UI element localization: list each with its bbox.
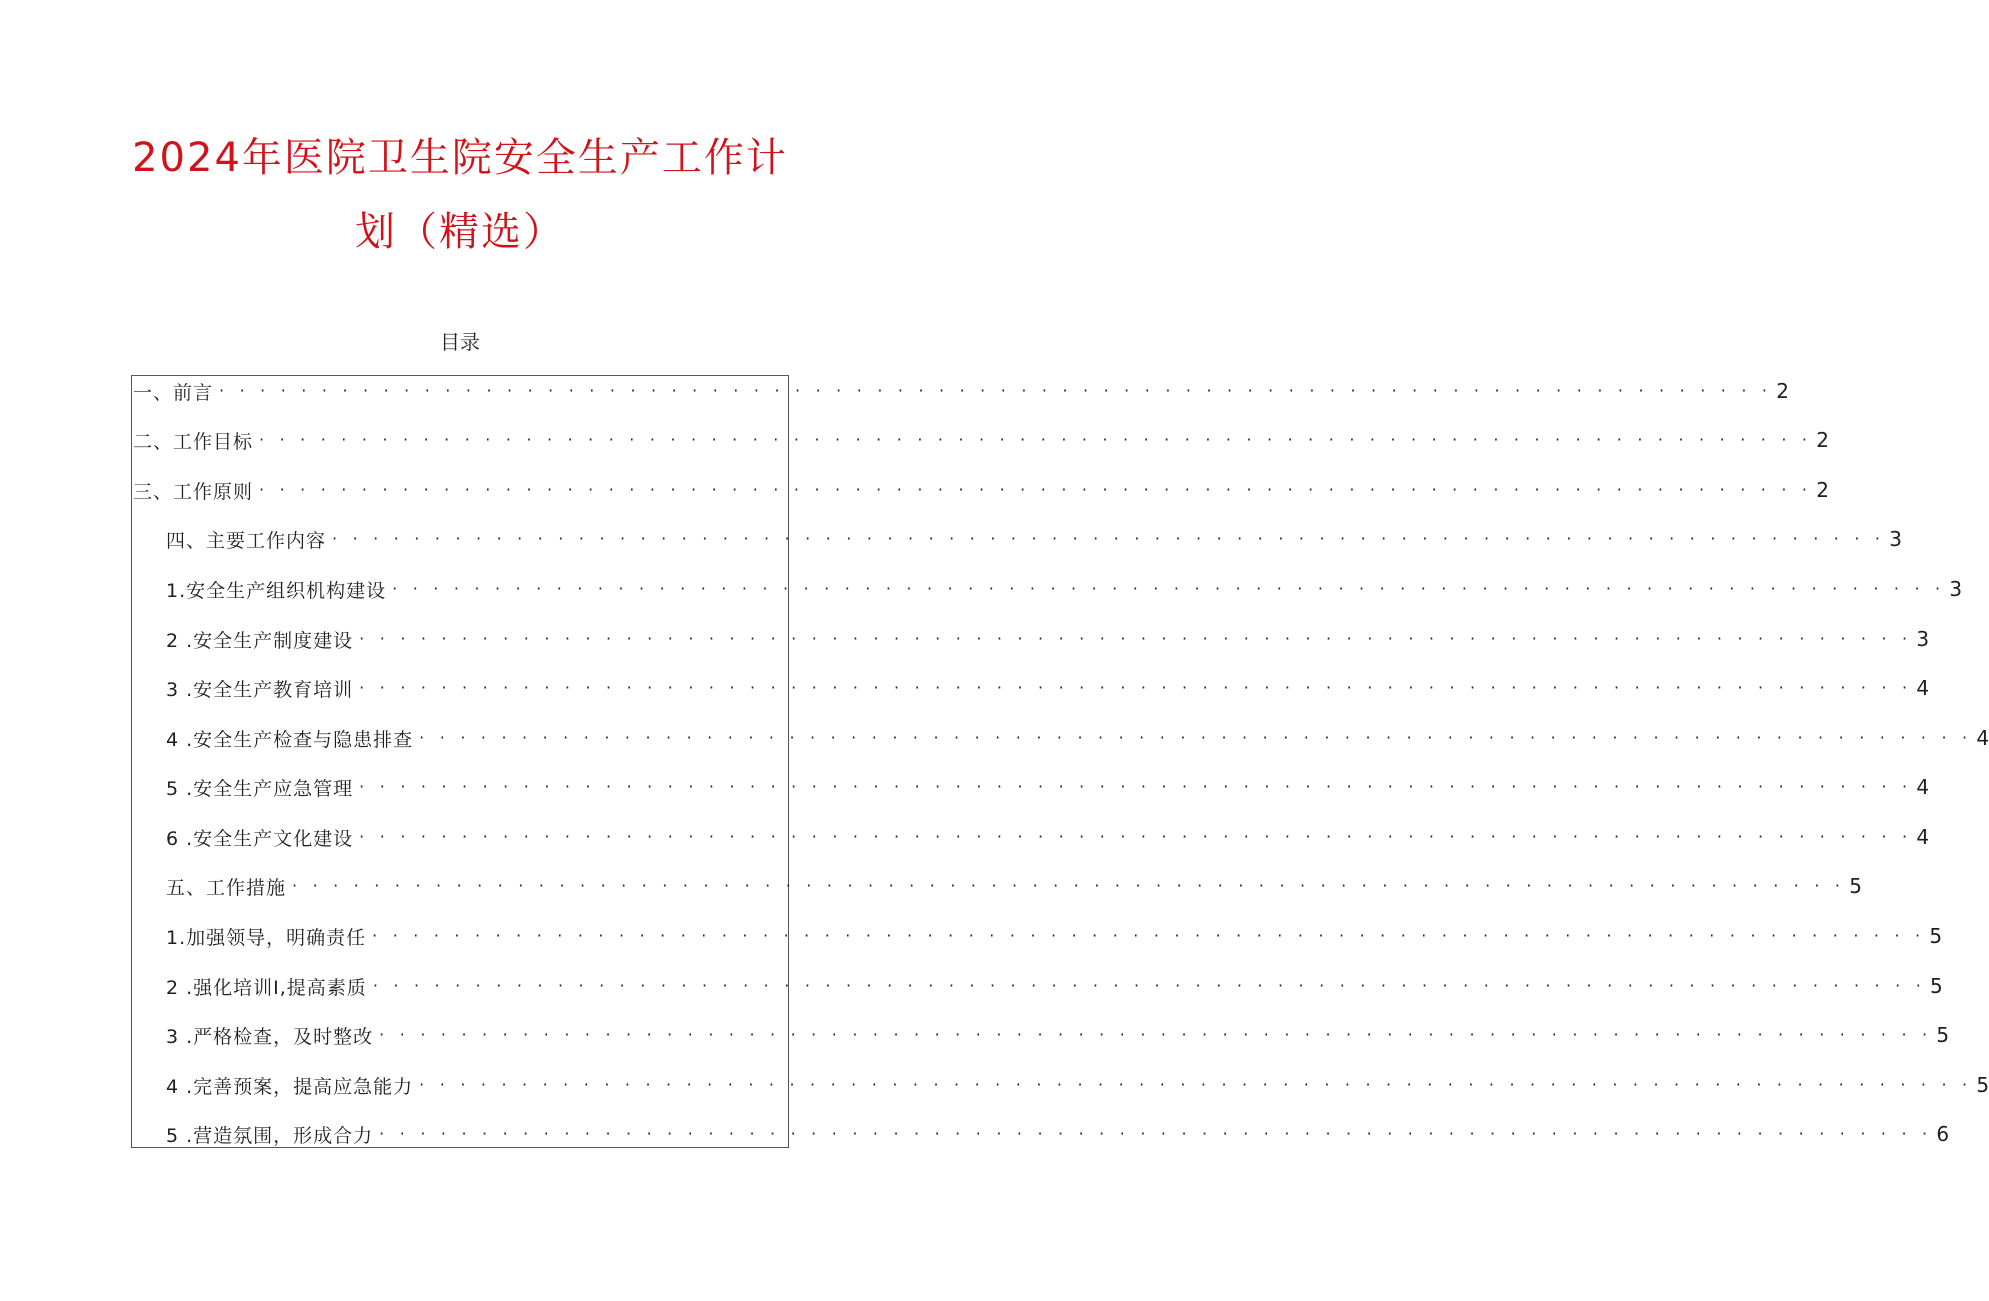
toc-entry-page: 5 bbox=[1936, 1023, 1950, 1047]
toc-leader-dots: · · · · · · · · · · · · · · · · · · · · · · · · · · · · · · · · · · · · · · · · · · · · · · · · · · · · · · · · · · · · · · · · · · · · · · · · · · · · bbox=[379, 1025, 1933, 1044]
toc-entry-page: 4 bbox=[1916, 825, 1930, 849]
toc-leader-dots: · · · · · · · · · · · · · · · · · · · · · · · · · · · · · · · · · · · · · · · · · · · · · · · · · · · · · · · · · · · · · · · · · · · · · · · · · · · · bbox=[219, 381, 1773, 400]
toc-leader-dots: · · · · · · · · · · · · · · · · · · · · · · · · · · · · · · · · · · · · · · · · · · · · · · · · · · · · · · · · · · · · · · · · · · · · · · · · · · · · bbox=[392, 579, 1946, 598]
toc-entry-label: 四、主要工作内容 bbox=[166, 529, 327, 552]
toc-entry-page: 4 bbox=[1916, 676, 1930, 700]
toc-entry-label: 3 .安全生产教育培训 bbox=[166, 678, 354, 701]
toc-entry-label: 三、工作原则 bbox=[133, 480, 254, 503]
toc-entry-page: 5 bbox=[1930, 974, 1943, 998]
toc-entry-label: 1.加强领导，明确责任 bbox=[166, 926, 367, 949]
document-title-line-1: 2024年医院卫生院安全生产工作计 bbox=[132, 135, 788, 181]
toc-entry[interactable] bbox=[166, 1020, 1950, 1050]
toc-heading: 目录 bbox=[440, 330, 480, 354]
toc-entry-page: 3 bbox=[1889, 527, 1902, 551]
toc-entry-page: 3 bbox=[1916, 627, 1930, 651]
toc-entry-label: 6 .安全生产文化建设 bbox=[166, 827, 354, 850]
toc-entry-page: 5 bbox=[1929, 924, 1943, 948]
toc-leader-dots: · · · · · · · · · · · · · · · · · · · · · · · · · · · · · · · · · · · · · · · · · · · · · · · · · · · · · · · · · · · · · · · · · · · · · · · · · · · · bbox=[259, 480, 1813, 499]
toc-entry-page: 2 bbox=[1816, 478, 1829, 502]
toc-leader-dots: · · · · · · · · · · · · · · · · · · · · · · · · · · · · · · · · · · · · · · · · · · · · · · · · · · · · · · · · · · · · · · · · · · · · · · · · · · · · bbox=[359, 827, 1913, 846]
toc-entry[interactable] bbox=[166, 921, 1943, 951]
toc-entry[interactable] bbox=[166, 871, 1862, 901]
toc-entry-label: 2 .强化培训I,提高素质 bbox=[166, 976, 367, 999]
toc-entry-page: 5 bbox=[1849, 874, 1862, 898]
toc-leader-dots: · · · · · · · · · · · · · · · · · · · · · · · · · · · · · · · · · · · · · · · · · · · · · · · · · · · · · · · · · · · · · · · · · · · · · · · · · · · · bbox=[292, 876, 1846, 895]
toc-leader-dots: · · · · · · · · · · · · · · · · · · · · · · · · · · · · · · · · · · · · · · · · · · · · · · · · · · · · · · · · · · · · · · · · · · · · · · · · · · · · bbox=[359, 777, 1913, 796]
toc-leader-dots: · · · · · · · · · · · · · · · · · · · · · · · · · · · · · · · · · · · · · · · · · · · · · · · · · · · · · · · · · · · · · · · · · · · · · · · · · · · · bbox=[379, 1124, 1933, 1143]
toc-leader-dots: · · · · · · · · · · · · · · · · · · · · · · · · · · · · · · · · · · · · · · · · · · · · · · · · · · · · · · · · · · · · · · · · · · · · · · · · · · · · bbox=[419, 1075, 1973, 1094]
toc-entry-label: 一、前言 bbox=[133, 381, 214, 404]
toc-entry-page: 2 bbox=[1816, 428, 1829, 452]
toc-entry-label: 4 .安全生产检查与隐患排查 bbox=[166, 728, 414, 751]
toc-entry-label: 五、工作措施 bbox=[166, 876, 287, 899]
toc-entry[interactable] bbox=[166, 971, 1943, 1001]
toc-entry-page: 6 bbox=[1936, 1122, 1950, 1146]
toc-entry-label: 1.安全生产组织机构建设 bbox=[166, 579, 387, 602]
toc-entry[interactable] bbox=[133, 475, 1829, 505]
toc-entry[interactable] bbox=[133, 425, 1829, 455]
toc-entry-label: 4 .完善预案，提高应急能力 bbox=[166, 1075, 414, 1098]
toc-entry[interactable] bbox=[133, 376, 1789, 406]
toc-leader-dots: · · · · · · · · · · · · · · · · · · · · · · · · · · · · · · · · · · · · · · · · · · · · · · · · · · · · · · · · · · · · · · · · · · · · · · · · · · · · bbox=[372, 976, 1926, 995]
toc-entry[interactable] bbox=[166, 1070, 1989, 1100]
toc-entry[interactable] bbox=[166, 673, 1930, 703]
toc-entry[interactable] bbox=[166, 524, 1902, 554]
toc-entry[interactable] bbox=[166, 772, 1930, 802]
toc-entry-label: 二、工作目标 bbox=[133, 430, 254, 453]
toc-entry-page: 4 bbox=[1916, 775, 1930, 799]
toc-leader-dots: · · · · · · · · · · · · · · · · · · · · · · · · · · · · · · · · · · · · · · · · · · · · · · · · · · · · · · · · · · · · · · · · · · · · · · · · · · · · bbox=[359, 678, 1913, 697]
toc-entry-page: 3 bbox=[1949, 577, 1963, 601]
toc-entry[interactable] bbox=[166, 822, 1930, 852]
toc-entry[interactable] bbox=[166, 574, 1963, 604]
toc-entry-page: 4 bbox=[1976, 726, 1989, 750]
toc-entry[interactable] bbox=[166, 723, 1989, 753]
toc-entry-label: 2 .安全生产制度建设 bbox=[166, 629, 354, 652]
toc-leader-dots: · · · · · · · · · · · · · · · · · · · · · · · · · · · · · · · · · · · · · · · · · · · · · · · · · · · · · · · · · · · · · · · · · · · · · · · · · · · · bbox=[359, 629, 1913, 648]
toc-leader-dots: · · · · · · · · · · · · · · · · · · · · · · · · · · · · · · · · · · · · · · · · · · · · · · · · · · · · · · · · · · · · · · · · · · · · · · · · · · · · bbox=[259, 430, 1813, 449]
toc-entry-label: 5 .营造氛围，形成合力 bbox=[166, 1124, 374, 1147]
toc-entry[interactable] bbox=[166, 624, 1930, 654]
document-title-line-2: 划（精选） bbox=[355, 209, 565, 255]
toc-entry-label: 3 .严格检查，及时整改 bbox=[166, 1025, 374, 1048]
toc-entry-page: 5 bbox=[1976, 1073, 1989, 1097]
toc-leader-dots: · · · · · · · · · · · · · · · · · · · · · · · · · · · · · · · · · · · · · · · · · · · · · · · · · · · · · · · · · · · · · · · · · · · · · · · · · · · · bbox=[332, 529, 1886, 548]
toc-leader-dots: · · · · · · · · · · · · · · · · · · · · · · · · · · · · · · · · · · · · · · · · · · · · · · · · · · · · · · · · · · · · · · · · · · · · · · · · · · · · bbox=[419, 728, 1973, 747]
toc-entry[interactable] bbox=[166, 1119, 1950, 1149]
toc-entry-label: 5 .安全生产应急管理 bbox=[166, 777, 354, 800]
toc-entry-page: 2 bbox=[1776, 379, 1789, 403]
toc-leader-dots: · · · · · · · · · · · · · · · · · · · · · · · · · · · · · · · · · · · · · · · · · · · · · · · · · · · · · · · · · · · · · · · · · · · · · · · · · · · · bbox=[372, 926, 1926, 945]
